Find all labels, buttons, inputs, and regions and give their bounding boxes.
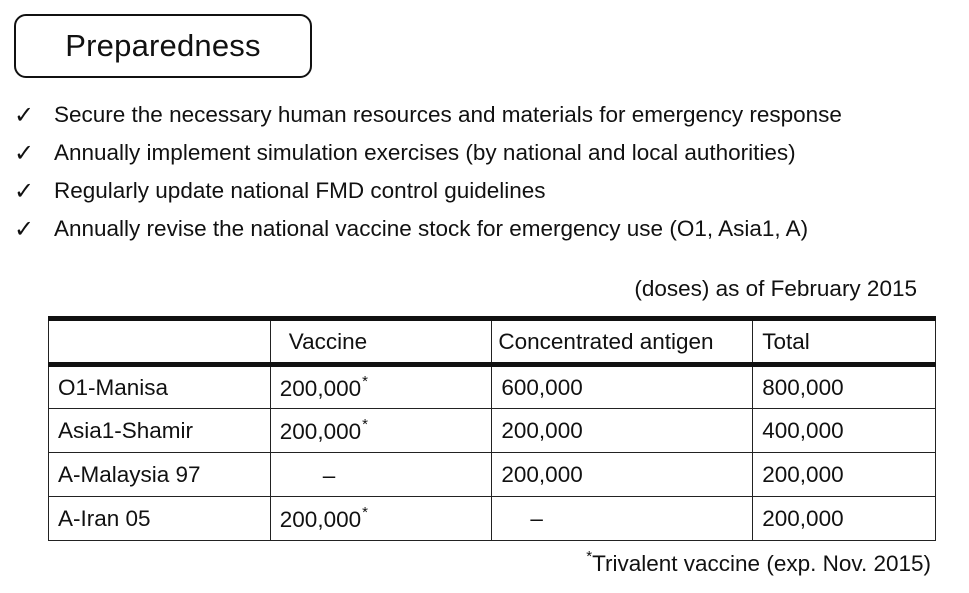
vaccine-value: 200,000 (279, 507, 362, 532)
bullet-list (14, 96, 842, 248)
bullet-item (14, 210, 842, 248)
bullet-text: Regularly update national FMD control guidelines (54, 178, 546, 203)
header-vaccine: Vaccine (270, 319, 492, 365)
asterisk-mark: * (362, 416, 368, 433)
cell-total: 200,000 (753, 497, 936, 541)
bullet-item (14, 134, 842, 172)
table-row (49, 409, 936, 453)
cell-vaccine (270, 409, 492, 453)
header-antigen: Concentrated antigen (492, 319, 753, 365)
cell-total: 800,000 (753, 365, 936, 409)
vaccine-value: 200,000 (279, 419, 362, 444)
vaccine-value: 200,000 (279, 376, 362, 401)
header-total: Total (753, 319, 936, 365)
bullet-item (14, 172, 842, 210)
table-row (49, 497, 936, 541)
cell-strain: A-Iran 05 (49, 497, 271, 541)
asterisk-mark: * (362, 373, 368, 390)
bullet-text: Annually revise the national vaccine stock for emergency use (O1, Asia1, A) (54, 216, 809, 241)
cell-antigen: 600,000 (492, 365, 753, 409)
cell-antigen: 200,000 (492, 453, 753, 497)
cell-total: 200,000 (753, 453, 936, 497)
cell-strain: A-Malaysia 97 (49, 453, 271, 497)
checkmark-icon: ✓ (14, 215, 35, 243)
footnote-text: Trivalent vaccine (exp. Nov. 2015) (592, 551, 931, 576)
bullet-text: Secure the necessary human resources and materials for emergency response (54, 102, 842, 127)
table-row (49, 365, 936, 409)
checkmark-icon: ✓ (14, 139, 35, 167)
table-header-row (49, 319, 936, 365)
checkmark-icon: ✓ (14, 101, 35, 129)
asterisk-mark: * (586, 548, 593, 565)
footnote (586, 548, 931, 577)
cell-strain: Asia1-Shamir (49, 409, 271, 453)
vaccine-stock-table (48, 316, 936, 541)
bullet-text: Annually implement simulation exercises (by national and local authorities) (54, 140, 796, 165)
cell-strain: O1-Manisa (49, 365, 271, 409)
table-row (49, 453, 936, 497)
page-title: Preparedness (65, 28, 261, 63)
cell-vaccine (270, 497, 492, 541)
title-box (14, 14, 312, 78)
checkmark-icon: ✓ (14, 177, 35, 205)
cell-total: 400,000 (753, 409, 936, 453)
vaccine-value: – (322, 463, 336, 488)
asterisk-mark: * (362, 504, 368, 521)
header-strain (49, 319, 271, 365)
cell-antigen: – (492, 497, 753, 541)
bullet-item (14, 96, 842, 134)
cell-vaccine (270, 365, 492, 409)
cell-antigen: 200,000 (492, 409, 753, 453)
table-caption: (doses) as of February 2015 (634, 276, 917, 301)
cell-vaccine (270, 453, 492, 497)
